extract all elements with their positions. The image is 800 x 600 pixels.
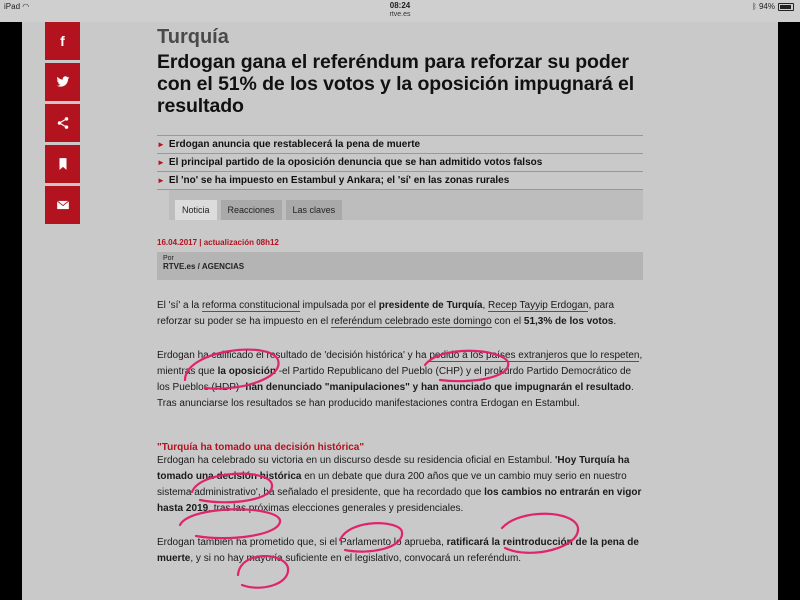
facebook-icon: f [60,33,65,49]
bookmark-button[interactable] [45,145,80,183]
wifi-icon: ◠ [22,2,30,11]
battery-indicator: ᛒ 94% [752,2,794,11]
share-sidebar [45,22,80,227]
bullet-icon: ► [157,158,165,167]
article-content [157,22,643,567]
article-tabs [169,190,643,220]
device-label: iPad ◠ [4,2,30,11]
link-erdogan[interactable]: Recep Tayyip Erdogan [488,300,589,311]
tab-las-claves[interactable]: Las claves [286,200,343,220]
email-icon [56,198,70,212]
bullet-icon: ► [157,176,165,185]
tab-noticia[interactable]: Noticia [175,200,217,220]
byline: Por RTVE.es / AGENCIAS [157,252,643,280]
related-link[interactable]: ► El principal partido de la oposición denuncia que se han admitido votos falsos [157,153,643,171]
bookmark-icon [56,157,70,171]
facebook-share-button[interactable] [45,22,80,60]
status-bar [0,0,800,22]
paragraph-1: El 'sí' a la reforma constitucional impulsada por el presidente de Turquía, Recep Tayyip Erdogan, para reforzar su poder se ha impuesto en el referéndum celebrado este domingo con el 51,3% de los votos. [157,300,617,327]
email-share-button[interactable] [45,186,80,224]
link-reforma[interactable]: reforma constitucional [201,300,300,311]
twitter-share-button[interactable] [45,63,80,101]
related-links [157,135,643,190]
tab-reacciones[interactable]: Reacciones [221,200,282,220]
paragraph-2: Erdogan ha calificado el resultado de 'decisión histórica' y ha pedido a los países extranjeros que lo respeten, mientras que la oposición -el Partido Republicano del Pueblo (CHP) y el prokurdo Partido Democrático de los Pueblos (HDP)- han denunciado "manipulaciones" y han anunciado que impugnarán el resultado. Tras anunciarse los resultados se han producido manifestaciones contra Erdogan en Estambul. [157,350,643,409]
twitter-icon [56,75,70,89]
section-title[interactable]: Turquía [157,26,229,48]
clock: 08:24 [389,1,411,10]
link-pedido[interactable]: pedido a los países extranjeros que lo respeten [429,350,640,361]
address-bar-url[interactable]: rtve.es [389,11,411,18]
link-referendum[interactable]: referéndum celebrado este domingo [330,316,492,327]
article-page [22,22,778,600]
bluetooth-icon: ᛒ [751,2,757,11]
battery-icon [778,3,794,11]
paragraph-3: Erdogan ha celebrado su victoria en un discurso desde su residencia oficial en Estambul. 'Hoy Turquía ha tomado una decisión histórica en un debate que dura 200 años que ve un cambio muy serio en nuestro sistema administrativo', ha señalado el presidente, que ha recordado que los cambios no entrarán en vigor hasta 2019, tras las próximas elecciones generales y presidenciales. [157,455,642,514]
paragraph-4: Erdogan también ha prometido que, si el Parlamento lo aprueba, ratificará la reintroducción de la pena de muerte, y si no hay mayoría suficiente en el legislativo, convocará un referéndum. [157,537,639,564]
subheading: "Turquía ha tomado una decisión histórica" [157,442,365,453]
related-link[interactable]: ► Erdogan anuncia que restablecerá la pena de muerte [157,135,643,153]
share-button[interactable] [45,104,80,142]
share-icon [56,116,70,130]
bullet-icon: ► [157,140,165,149]
article-headline: Erdogan gana el referéndum para reforzar su poder con el 51% de los votos y la oposición impugnará el resultado [157,51,635,117]
related-link[interactable]: ► El 'no' se ha impuesto en Estambul y Ankara; el 'sí' en las zonas rurales [157,171,643,190]
article-date: 16.04.2017 | actualización 08h12 [157,238,279,247]
